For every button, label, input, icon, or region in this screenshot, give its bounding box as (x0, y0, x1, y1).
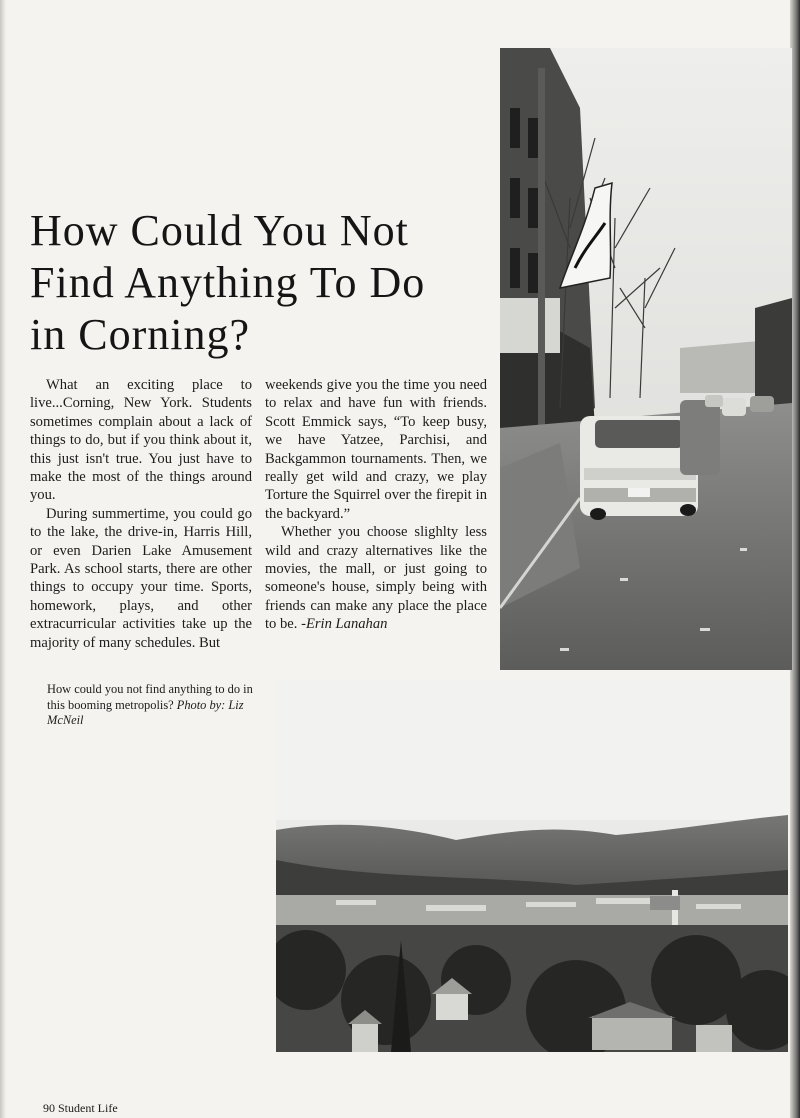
photo-caption (47, 682, 265, 729)
headline-line-1: How Could You Not (30, 206, 409, 255)
page-binding-edge (0, 0, 6, 1118)
street-photo-graphic (500, 48, 792, 670)
street-photo (500, 48, 792, 670)
article-column-1 (30, 376, 252, 652)
photo-credit: Photo by: Liz McNeil (47, 697, 244, 727)
headline (30, 205, 500, 361)
valley-photo (276, 680, 788, 1052)
page-folio: 90 Student Life (43, 1101, 118, 1115)
valley-photo-graphic (276, 680, 788, 1052)
byline: -Erin Lanahan (301, 616, 388, 633)
article-paragraph: During summertime, you could go to the lake, the drive-in, Harris Hill, or even Darien Lake Amusement Park. As school starts, there are other things to occupy your time. Sports, homework, plays, and other extracurricular activities take up the majority of many schedules. But (30, 505, 252, 651)
caption-text: How could you not find anything to do in this booming metropolis? (47, 682, 253, 712)
headline-line-2: Find Anything To Do (30, 258, 426, 307)
article-paragraph: What an exciting place to live...Corning, New York. Students sometimes complain about a lack of things to do, but if you think about it, this just isn't true. You just have to make the most of the things around you. (30, 377, 252, 504)
article-column-2 (265, 376, 487, 634)
article-paragraph (265, 523, 487, 633)
article-paragraph: weekends give you the time you need to relax and have fun with friends. Scott Emmick says, “To keep busy, we have Yatzee, Parchisi, and Backgammon tournaments. Then, we really get wild and crazy, we play Torture the Squirrel over the firepit in the backyard.” (265, 377, 487, 522)
headline-line-3: in Corning? (30, 310, 250, 359)
article-paragraph-text: Whether you choose slighlty less wild and crazy alternatives like the movies, the mall, or just going to someone's house, simply being with friends can make any place the place to be. (265, 524, 487, 633)
